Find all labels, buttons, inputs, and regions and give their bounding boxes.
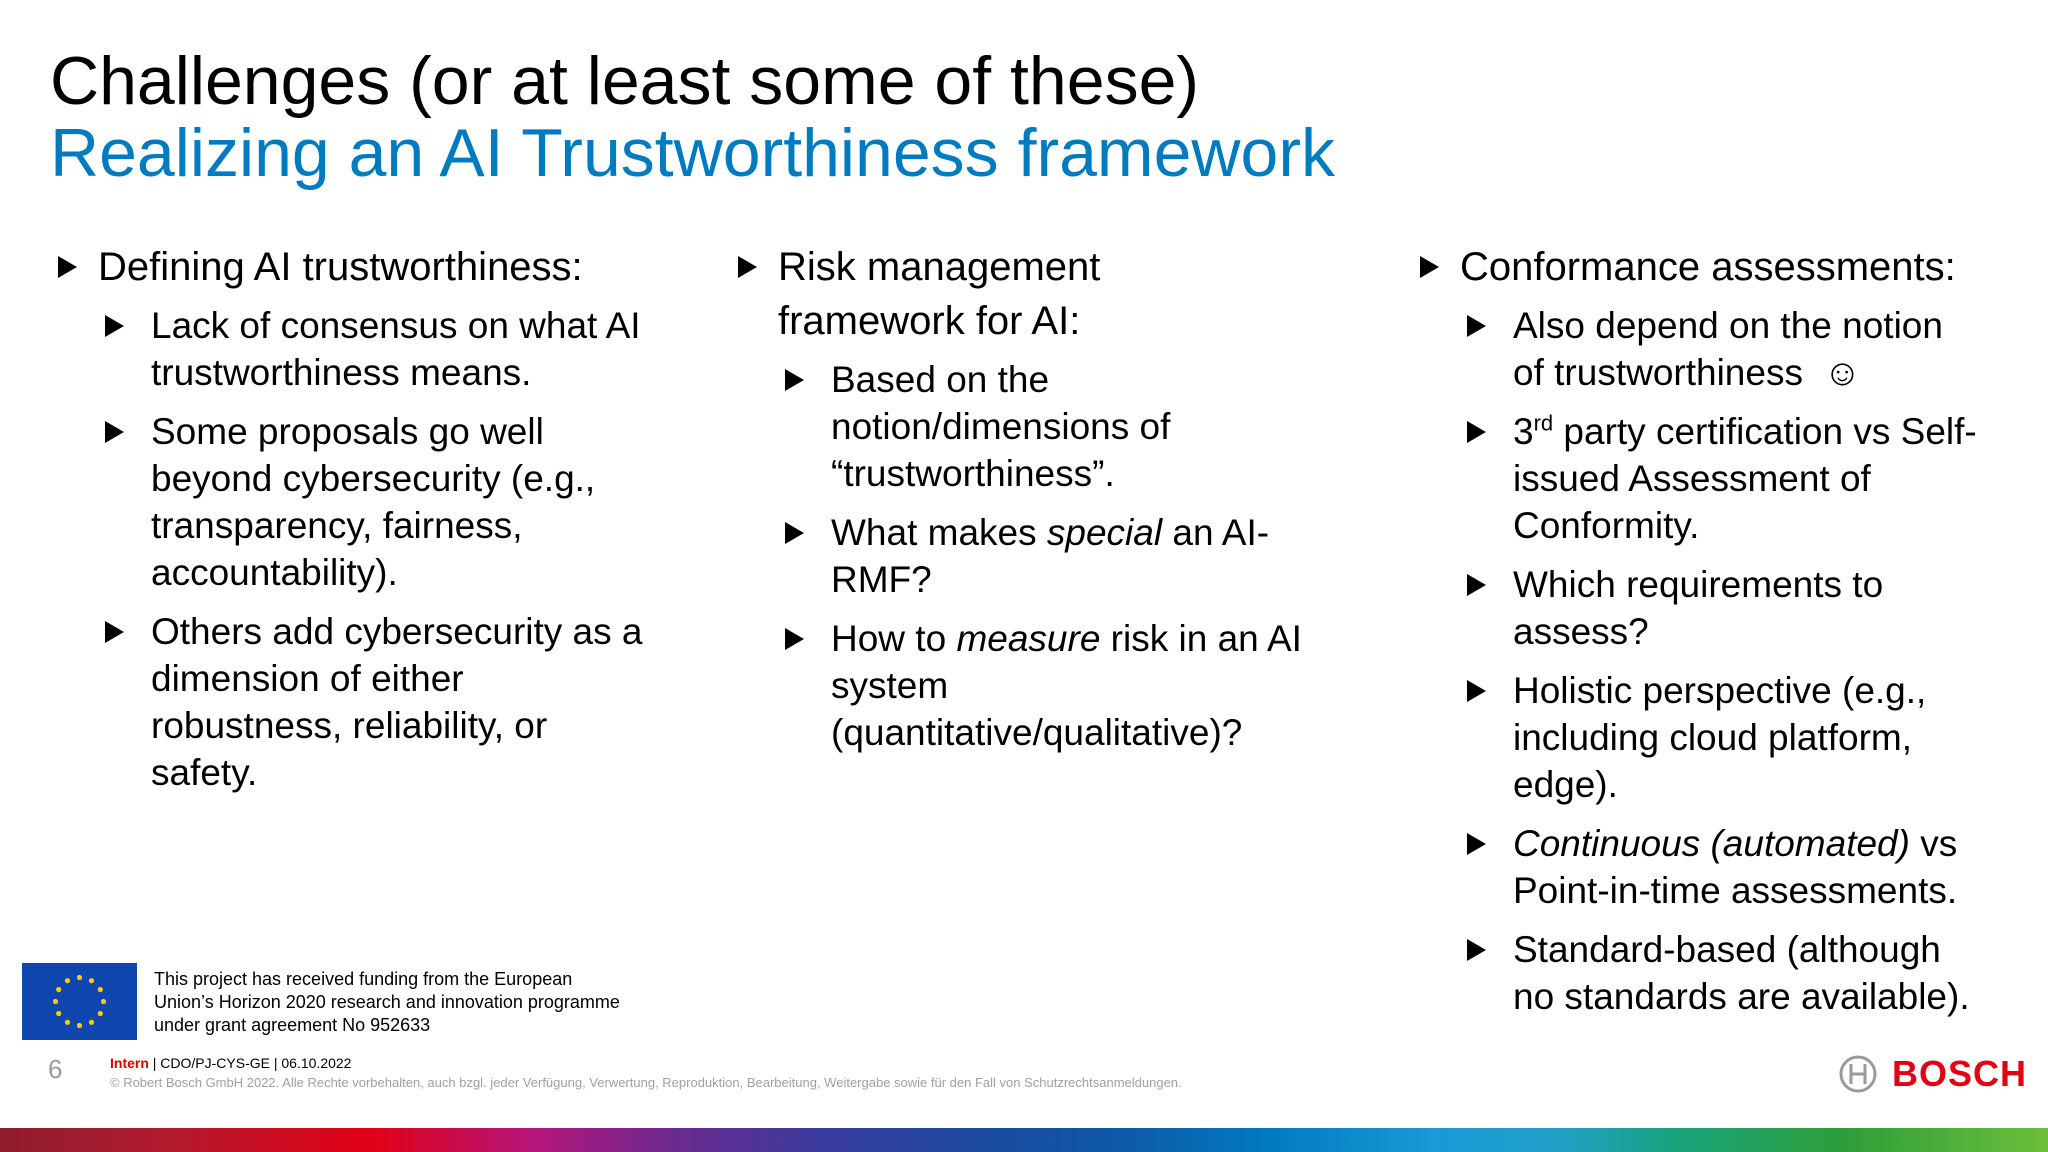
bullet-triangle-icon	[785, 628, 804, 650]
bullet-text-pre: What makes	[831, 512, 1047, 553]
list-item	[785, 509, 1291, 603]
list-item-heading	[1420, 240, 2020, 294]
bosch-logo	[1838, 1052, 2027, 1096]
column-heading: Risk management framework for AI:	[778, 245, 1101, 343]
bullet-emphasis: measure	[956, 618, 1101, 659]
bullet-triangle-icon	[1467, 315, 1486, 337]
bullet-text-post: party certification vs Self-issued Assessment of Conformity.	[1513, 411, 1977, 546]
bullet-triangle-icon	[105, 621, 124, 643]
list-item	[1467, 926, 1983, 1020]
bullet-text-post: an AI-RMF?	[831, 512, 1270, 600]
column-defining-trustworthiness	[58, 240, 658, 808]
list-item-heading	[58, 240, 658, 294]
eu-flag-stars-icon	[22, 963, 137, 1040]
bullet-triangle-icon	[738, 256, 757, 278]
bullet-emphasis: special	[1046, 512, 1163, 553]
list-item	[105, 302, 658, 396]
copyright-notice: © Robert Bosch GmbH 2022. Alle Rechte vorbehalten, auch bzgl. jeder Verfügung, Verwertung, Reproduktion, Bearbeitung, Weitergabe sowie für den Fall von Schutzrechtsanmeldungen.	[110, 1075, 1182, 1090]
smiley-icon: ☺	[1823, 352, 1862, 393]
bullet-text: Also depend on the notion of trustworthiness	[1513, 305, 1943, 393]
bullet-text-pre: 3	[1513, 411, 1534, 452]
bullet-triangle-icon	[1420, 256, 1439, 278]
list-item-heading	[738, 240, 1178, 348]
bullet-text-pre: How to	[831, 618, 957, 659]
list-item	[1467, 667, 1953, 808]
ordinal-suffix: rd	[1533, 410, 1554, 436]
list-item	[105, 608, 658, 796]
bosch-wordmark: BOSCH	[1892, 1053, 2028, 1094]
bullet-triangle-icon	[105, 315, 124, 337]
bullet-triangle-icon	[785, 369, 804, 391]
bullet-triangle-icon	[1467, 833, 1486, 855]
list-item	[1467, 820, 1983, 914]
bullet-emphasis: Continuous (automated)	[1513, 823, 1910, 864]
list-item	[1467, 561, 1913, 655]
footer-classification	[110, 1055, 351, 1071]
bullet-text: Holistic perspective (e.g., including cloud platform, edge).	[1513, 670, 1927, 805]
slide-subtitle: Realizing an AI Trustworthiness framework	[50, 115, 1335, 191]
bullet-text: Some proposals go well beyond cybersecurity (e.g., transparency, fairness, accountability).	[151, 411, 596, 593]
column-risk-management	[738, 240, 1338, 768]
list-item	[1467, 302, 1983, 396]
brand-color-stripe	[0, 1128, 2048, 1152]
column-conformance-assessments	[1420, 240, 2020, 1032]
bullet-text: Others add cybersecurity as a dimension of either robustness, reliability, or safety.	[151, 611, 643, 793]
column-heading: Defining AI trustworthiness:	[98, 245, 583, 289]
bullet-text: Standard-based (although no standards are available).	[1513, 929, 1970, 1017]
list-item	[785, 615, 1331, 756]
bullet-triangle-icon	[1467, 680, 1486, 702]
bullet-text-post: vs Point-in-time assessments.	[1513, 823, 1958, 911]
bullet-triangle-icon	[1467, 421, 1486, 443]
bullet-text: Which requirements to assess?	[1513, 564, 1884, 652]
page-number: 6	[48, 1054, 63, 1084]
bullet-triangle-icon	[785, 522, 804, 544]
list-item	[1467, 408, 1983, 549]
funding-notice: This project has received funding from the European Union’s Horizon 2020 research and innovation programme under grant agreement No 952633	[154, 969, 620, 1035]
list-item	[105, 408, 658, 596]
bullet-text-post: risk in an AI system (quantitative/qualitative)?	[831, 618, 1302, 753]
bullet-triangle-icon	[1467, 574, 1486, 596]
slide-title: Challenges (or at least some of these)	[50, 43, 1200, 119]
bullet-triangle-icon	[1467, 939, 1486, 961]
bullet-text: Based on the notion/dimensions of “trustworthiness”.	[831, 359, 1171, 494]
bosch-armature-icon	[1838, 1054, 1878, 1094]
classification-label: Intern	[110, 1055, 149, 1071]
bullet-text: Lack of consensus on what AI trustworthiness means.	[151, 305, 641, 393]
eu-flag-icon	[22, 963, 137, 1040]
column-heading: Conformance assessments:	[1460, 245, 1956, 289]
footer-reference: | CDO/PJ-CYS-GE | 06.10.2022	[148, 1055, 352, 1071]
list-item	[785, 356, 1211, 497]
bullet-triangle-icon	[105, 421, 124, 443]
bullet-triangle-icon	[58, 256, 77, 278]
